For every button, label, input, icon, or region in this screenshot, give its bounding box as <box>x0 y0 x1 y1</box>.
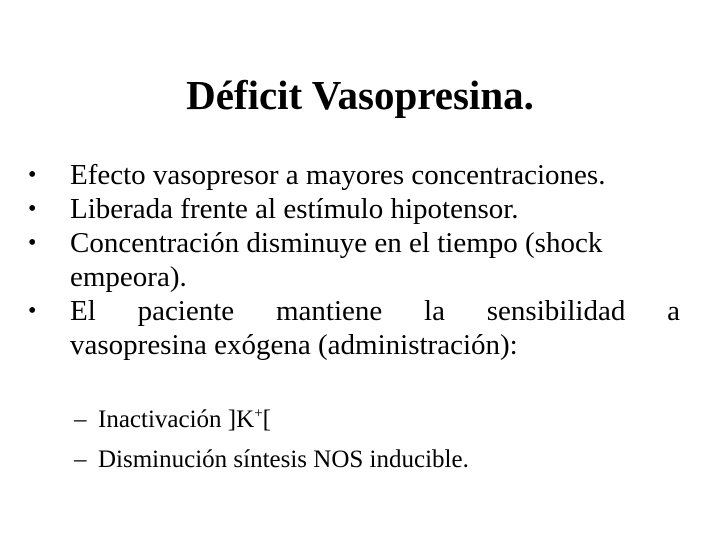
bullet-item <box>28 192 680 226</box>
bullet-text: Liberada frente al estímulo hipotensor. <box>70 193 519 225</box>
sub-bullet-list <box>74 400 469 480</box>
bullet-marker: • <box>28 230 37 256</box>
sub-bullet-text: Disminución síntesis NOS inducible. <box>98 446 469 473</box>
sub-bullet-item <box>74 400 469 440</box>
sub-bullet-text-end: [ <box>262 406 271 433</box>
bullet-list <box>28 158 680 362</box>
superscript-plus: + <box>254 405 263 422</box>
sub-bullet-marker: – <box>74 446 87 473</box>
slide-title: Déficit Vasopresina. <box>186 72 534 118</box>
sub-bullet-item <box>74 440 469 480</box>
bullet-marker: • <box>28 298 37 324</box>
bullet-text: Concentración disminuye en el tiempo (shock empeora). <box>70 227 603 293</box>
bullet-item <box>28 294 680 362</box>
bullet-item <box>28 158 680 192</box>
sub-bullet-text: Inactivación ]K <box>98 406 255 433</box>
bullet-marker: • <box>28 162 37 188</box>
bullet-marker: • <box>28 196 37 222</box>
sub-bullet-marker: – <box>74 406 87 433</box>
bullet-text-line-2: vasopresina exógena (administración): <box>70 329 518 361</box>
bullet-text: Efecto vasopresor a mayores concentraciones. <box>70 159 606 191</box>
bullet-text-line-1: El paciente mantiene la sensibilidad a <box>70 295 680 327</box>
bullet-item <box>28 226 680 294</box>
